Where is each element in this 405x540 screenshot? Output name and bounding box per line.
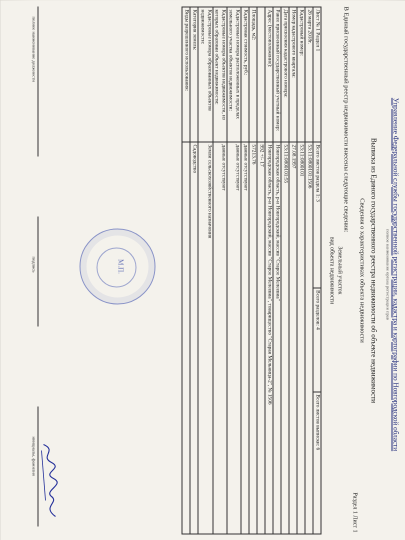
row-value: Садоводство bbox=[190, 142, 198, 534]
section-title: Сведения о характеристиках объекта недвижимости bbox=[358, 197, 365, 343]
total-sheets: Всего листов выписки: 6 bbox=[313, 391, 321, 533]
row-label: Площадь, м2: bbox=[249, 7, 257, 142]
row-label: Кадастровая стоимость, руб.: bbox=[241, 7, 249, 142]
row-value: 57213.76 bbox=[249, 142, 257, 534]
row-label: Адрес (местоположение): bbox=[265, 7, 273, 142]
row-label: Кадастровый номер: bbox=[297, 7, 305, 142]
total-sections: Всего разделов: 4 bbox=[313, 287, 321, 391]
signature-line bbox=[37, 216, 38, 326]
position-line bbox=[37, 6, 38, 156]
agency-subtitle: полное наименование органа регистрации прав bbox=[385, 228, 390, 320]
row-label: Категория земель: bbox=[190, 7, 198, 142]
row-value: данные отсутствуют bbox=[212, 142, 226, 534]
name-caption: инициалы, фамилия bbox=[31, 436, 36, 476]
row-value: данные отсутствуют bbox=[241, 142, 249, 534]
intro-text: В Единый государственный реестр недвижимости внесены следующие сведения: bbox=[342, 6, 349, 232]
agency-name: Управление Федеральной службы государственной регистрации, кадастра и картографии по Новгородской области bbox=[391, 97, 399, 451]
official-stamp bbox=[79, 228, 155, 304]
sheets-in-section: Всего листов раздела 1: 3 bbox=[313, 142, 321, 288]
section-reference: Раздел 1 Лист 1 bbox=[351, 491, 357, 532]
row-value: 53:11:0800101 bbox=[297, 142, 305, 534]
row-label: Номер кадастрового квартала: bbox=[289, 7, 297, 142]
row-value: 53:11:0800101:1506 bbox=[305, 142, 313, 534]
sheet-number: Лист № 1 Раздел 1 bbox=[313, 7, 321, 142]
row-label bbox=[257, 7, 265, 142]
object-type-header bbox=[327, 110, 343, 430]
row-label: Виды разрешенного использования: bbox=[182, 7, 190, 142]
table-row bbox=[226, 7, 240, 534]
table-row bbox=[241, 7, 249, 534]
table-row bbox=[289, 7, 297, 534]
row-value bbox=[182, 142, 190, 534]
table-row bbox=[281, 7, 289, 534]
table-row bbox=[190, 7, 198, 534]
row-label: Кадастровые номера расположенных в пределах земельного участка объектов недвижимости: bbox=[226, 7, 240, 142]
table-row bbox=[198, 7, 212, 534]
row-value: данные отсутствуют bbox=[226, 142, 240, 534]
row-label: 26 марта 2018г. bbox=[305, 7, 313, 142]
object-type: Земельный участок bbox=[336, 246, 342, 294]
table-row bbox=[182, 7, 190, 534]
row-value: Земли сельскохозяйственного назначения bbox=[198, 142, 212, 534]
table-row bbox=[297, 7, 305, 534]
row-label: Кадастровые номера объектов недвижимости, из которых образован объект недвижимости: bbox=[212, 7, 226, 142]
table-row bbox=[273, 7, 281, 534]
stamp-mark: М.П. bbox=[116, 258, 124, 274]
position-caption: полное наименование должности bbox=[31, 16, 36, 82]
row-label: Кадастровые номера образованных объектов недвижимости: bbox=[198, 7, 212, 142]
row-value: Новгородская область, р-н Новгородский, массив "Старое Мелеевиа", товарищество "Старая Мельница-2", № 1506 bbox=[265, 142, 273, 534]
row-value: Новгородская область, р-н Новгородский, массив "Старое Мелеевиа" bbox=[273, 142, 281, 534]
row-label: Ранее присвоенный государственный учетный номер: bbox=[273, 7, 281, 142]
handwritten-signature bbox=[35, 440, 61, 520]
table-row bbox=[265, 7, 273, 534]
table-row bbox=[249, 7, 257, 534]
row-value: 992 +/- 17 bbox=[257, 142, 265, 534]
row-value: 53:11:0800101:55 bbox=[281, 142, 289, 534]
table-row bbox=[257, 7, 265, 534]
characteristics-table bbox=[181, 6, 321, 534]
object-type-caption: вид объекта недвижимости bbox=[328, 236, 334, 304]
sheet-info-row bbox=[313, 7, 321, 534]
table-row bbox=[212, 7, 226, 534]
document-title: Выписка из Единого государственного реестра недвижимости об объекте недвижимости bbox=[369, 137, 377, 403]
signature-caption: подпись bbox=[31, 256, 36, 273]
row-value: 27.08.1997 bbox=[289, 142, 297, 534]
table-row bbox=[305, 7, 313, 534]
row-label: Дата присвоения кадастрового номера: bbox=[281, 7, 289, 142]
